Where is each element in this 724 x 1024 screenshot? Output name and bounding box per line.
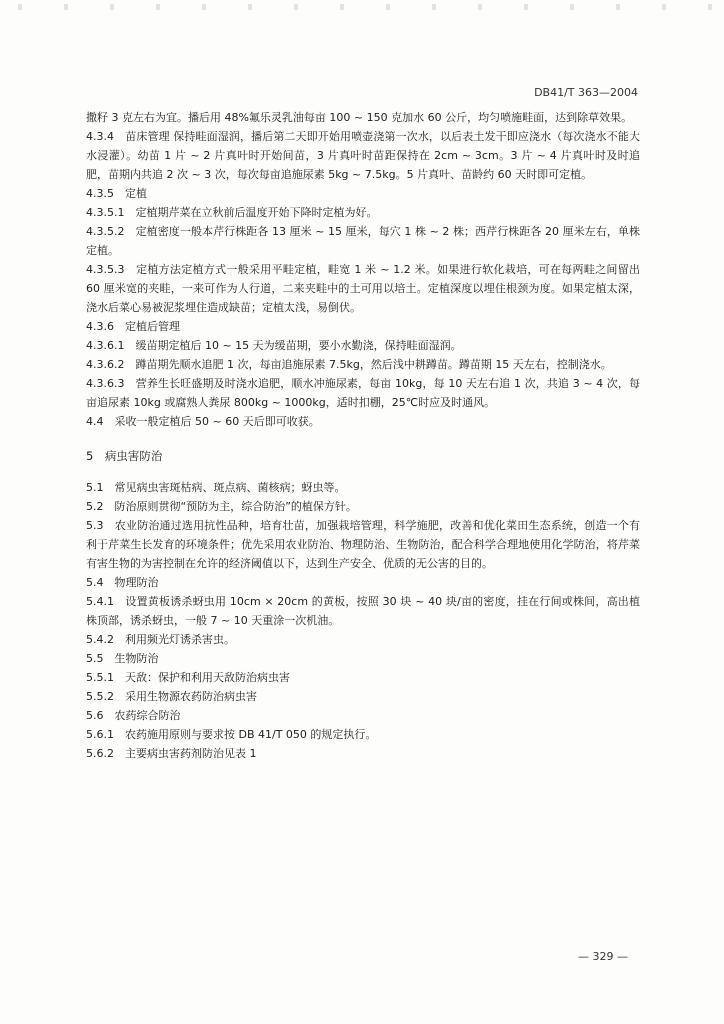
paragraph: 5.1 常见病虫害斑枯病、斑点病、菌核病；蚜虫等。: [86, 481, 346, 494]
paragraph: 5.3 农业防治通过选用抗性品种，培育壮苗，加强栽培管理，科学施肥，改善和优化菜田生态系统，创造一个有利于芹菜生长发育的环境条件；优先采用农业防治、物理防治、生物防治，配合科学合理地使用化学防治，将芹菜有害生物的为害控制在允许的经济阈值以下，达到生产安全、优质的无公害的目的。: [86, 519, 640, 570]
paragraph: 4.4 采收一般定植后 50 ~ 60 天后即可收获。: [86, 415, 320, 428]
paragraph: 5.5.2 采用生物源农药防治病虫害: [86, 690, 257, 703]
paragraph: 4.3.5 定植: [86, 187, 147, 200]
paragraph: 5.6.2 主要病虫害药剂防治见表 1: [86, 747, 257, 760]
paragraph: 4.3.6.3 营养生长旺盛期及时浇水追肥，顺水冲施尿素，每亩 10kg，每 10 天左右追 1 次，共追 3 ~ 4 次，每亩追尿素 10kg 或腐熟人粪尿 800kg ~ 1000kg，适时扣棚，25℃时应及时通风。: [86, 377, 640, 409]
paragraph: 4.3.5.2 定植密度一般本芹行株距各 13 厘米 ~ 15 厘米，每穴 1 株 ~ 2 株；西芹行株距各 20 厘米左右，单株定植。: [86, 225, 640, 257]
paragraph: 5.4.1 设置黄板诱杀蚜虫用 10cm × 20cm 的黄板，按照 30 块 ~ 40 块/亩的密度，挂在行间或株间，高出植株顶部，诱杀蚜虫，一般 7 ~ 10 天重涂一次机油。: [86, 595, 640, 627]
paragraph: 5.6 农药综合防治: [86, 709, 181, 722]
paragraph: 4.3.5.3 定植方法定植方式一般采用平畦定植，畦宽 1 米 ~ 1.2 米。如果进行软化栽培，可在每两畦之间留出 60 厘米宽的夹畦，一来可作为人行道，二来夹畦中的土可用以培土。定植深度以埋住根颈为度。如果定植太深，浇水后菜心易被泥浆埋住造成缺苗；定植太浅，易倒伏。: [86, 263, 640, 314]
paragraph: 5.4 物理防治: [86, 576, 159, 589]
paragraph: 5.5.1 天敌：保护和利用天敌防治病虫害: [86, 671, 290, 684]
scan-artifact: [0, 4, 724, 10]
page-number: — 329 —: [578, 950, 628, 963]
section-heading: 5 病虫害防治: [86, 449, 163, 463]
paragraph: 5.6.1 农药施用原则与要求按 DB 41/T 050 的规定执行。: [86, 728, 377, 741]
paragraph: 4.3.6.1 缓苗期定植后 10 ~ 15 天为缓苗期，要小水勤浇，保持畦面湿润。: [86, 339, 462, 352]
body-text: [86, 108, 640, 763]
paragraph: 4.3.6 定植后管理: [86, 320, 180, 333]
paragraph: 5.5 生物防治: [86, 652, 159, 665]
paragraph: 撒籽 3 克左右为宜。播后用 48%氟乐灵乳油每亩 100 ~ 150 克加水 60 公斤，均匀喷施畦面，达到除草效果。: [86, 111, 633, 124]
paragraph: 4.3.4 苗床管理 保持畦面湿润，播后第二天即开始用喷壶浇第一次水，以后表土发干即应浇水（每次浇水不能大水浸灌）。幼苗 1 片 ~ 2 片真叶时开始间苗，3 片真叶时苗距保持在 2cm ~ 3cm。3 片 ~ 4 片真叶时及时追肥，苗期内共追 2 次 ~ 3 次，每次每亩追施尿素 5kg ~ 7.5kg。5 片真叶、苗龄约 60 天时即可定植。: [86, 130, 640, 181]
paragraph: 5.4.2 利用频光灯诱杀害虫。: [86, 633, 235, 646]
paragraph: 5.2 防治原则贯彻“预防为主，综合防治”的植保方针。: [86, 500, 357, 513]
standard-code: DB41/T 363—2004: [534, 86, 638, 99]
paragraph: 4.3.6.2 蹲苗期先顺水追肥 1 次，每亩追施尿素 7.5kg，然后浅中耕蹲苗。蹲苗期 15 天左右，控制浇水。: [86, 358, 612, 371]
paragraph: 4.3.5.1 定植期芹菜在立秋前后温度开始下降时定植为好。: [86, 206, 378, 219]
